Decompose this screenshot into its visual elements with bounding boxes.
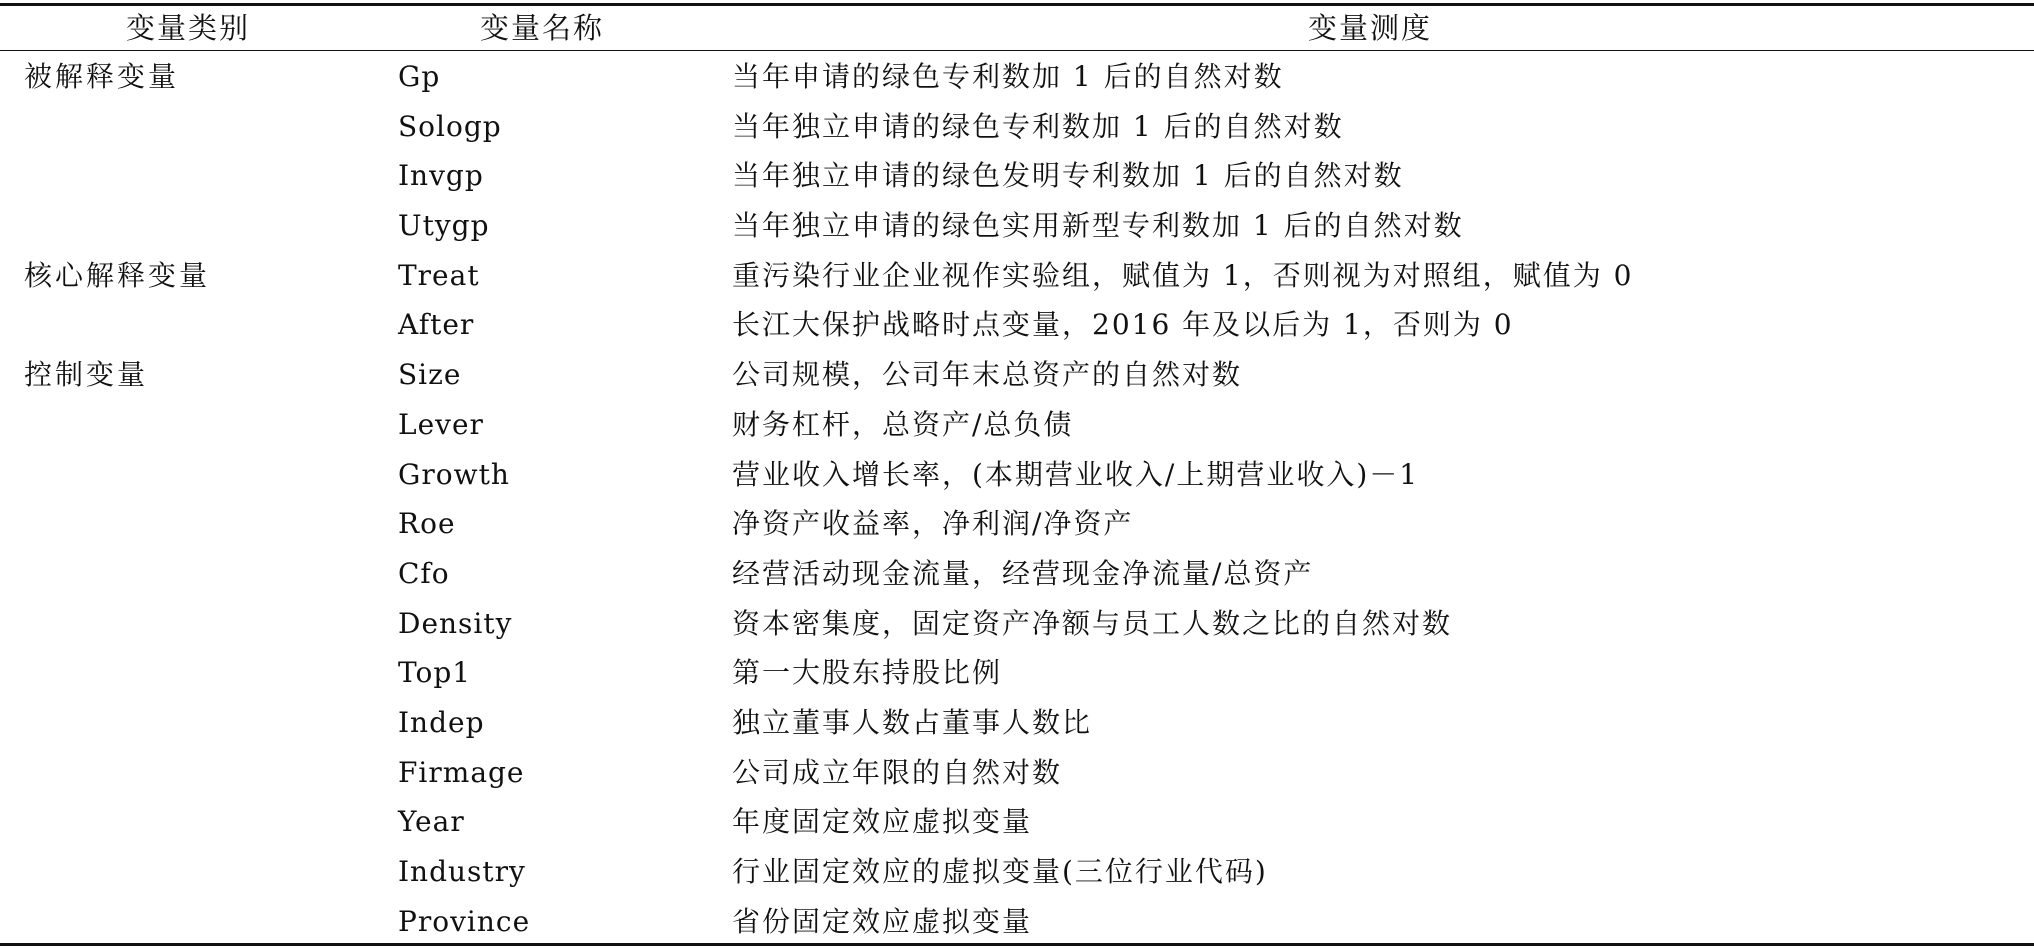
variable-name-cell: Cfo <box>398 556 450 590</box>
table-row <box>0 201 2034 251</box>
variable-measure-cell: 长江大保护战略时点变量，2016 年及以后为 1，否则为 0 <box>732 308 1514 342</box>
table-row <box>0 897 2034 947</box>
table-row <box>0 698 2034 748</box>
header-variable-measure: 变量测度 <box>1307 11 1432 45</box>
table-row <box>0 599 2034 649</box>
variable-measure-cell: 净资产收益率，净利润/净资产 <box>732 507 1134 541</box>
variable-name-cell: Lever <box>398 407 484 441</box>
table-row <box>0 400 2034 450</box>
variable-measure-cell: 财务杠杆，总资产/总负债 <box>732 407 1074 441</box>
variable-name-cell: Density <box>398 606 513 640</box>
variable-measure-cell: 当年独立申请的绿色专利数加 1 后的自然对数 <box>732 109 1344 143</box>
table-row <box>0 52 2034 102</box>
variable-name-cell: After <box>398 308 475 342</box>
table-bottom-rule <box>0 943 2034 946</box>
table-row <box>0 251 2034 301</box>
variable-measure-cell: 经营活动现金流量，经营现金净流量/总资产 <box>732 556 1314 590</box>
variable-measure-cell: 第一大股东持股比例 <box>732 656 1003 690</box>
variable-measure-cell: 当年独立申请的绿色发明专利数加 1 后的自然对数 <box>732 159 1404 193</box>
table-row <box>0 151 2034 201</box>
table-row <box>0 648 2034 698</box>
variable-category-cell: 控制变量 <box>24 358 149 392</box>
table-row <box>0 350 2034 400</box>
variable-measure-cell: 营业收入增长率，(本期营业收入/上期营业收入)－1 <box>732 457 1420 491</box>
variable-name-cell: Top1 <box>398 656 472 690</box>
variable-name-cell: Roe <box>398 507 456 541</box>
variable-measure-cell: 行业固定效应的虚拟变量(三位行业代码) <box>732 855 1268 888</box>
variable-measure-cell: 资本密集度，固定资产净额与员工人数之比的自然对数 <box>732 606 1453 640</box>
table-row <box>0 300 2034 350</box>
table-header-rule <box>0 50 2034 51</box>
variable-name-cell: Gp <box>398 60 441 93</box>
table-row <box>0 847 2034 897</box>
table-row <box>0 499 2034 549</box>
variable-name-cell: Industry <box>398 855 526 888</box>
table-row <box>0 450 2034 500</box>
variable-name-cell: Province <box>398 904 531 938</box>
variable-measure-cell: 当年独立申请的绿色实用新型专利数加 1 后的自然对数 <box>732 209 1464 243</box>
variable-name-cell: Indep <box>398 705 485 739</box>
variable-name-cell: Sologp <box>398 109 502 143</box>
variable-name-cell: Treat <box>398 258 480 292</box>
variable-name-cell: Utygp <box>398 209 490 243</box>
variable-category-cell: 被解释变量 <box>24 60 180 93</box>
variable-name-cell: Size <box>398 358 462 392</box>
table-row <box>0 549 2034 599</box>
table-body <box>0 52 2034 946</box>
table-row <box>0 102 2034 152</box>
table-header-row <box>0 6 2034 50</box>
variable-name-cell: Growth <box>398 457 510 491</box>
variable-name-cell: Firmage <box>398 755 525 789</box>
table-row <box>0 797 2034 847</box>
header-variable-name: 变量名称 <box>479 11 604 45</box>
variable-measure-cell: 重污染行业企业视作实验组，赋值为 1，否则视为对照组，赋值为 0 <box>732 258 1634 292</box>
variable-measure-cell: 公司规模，公司年末总资产的自然对数 <box>732 358 1243 392</box>
variable-measure-cell: 省份固定效应虚拟变量 <box>732 904 1033 938</box>
header-variable-category: 变量类别 <box>125 11 250 45</box>
table-row <box>0 748 2034 798</box>
variable-measure-cell: 年度固定效应虚拟变量 <box>732 805 1033 839</box>
variable-measure-cell: 公司成立年限的自然对数 <box>732 755 1063 789</box>
variable-name-cell: Invgp <box>398 159 484 193</box>
variable-name-cell: Year <box>398 805 465 839</box>
variable-measure-cell: 当年申请的绿色专利数加 1 后的自然对数 <box>732 60 1284 93</box>
variable-measure-cell: 独立董事人数占董事人数比 <box>732 705 1093 739</box>
variable-category-cell: 核心解释变量 <box>24 258 211 292</box>
